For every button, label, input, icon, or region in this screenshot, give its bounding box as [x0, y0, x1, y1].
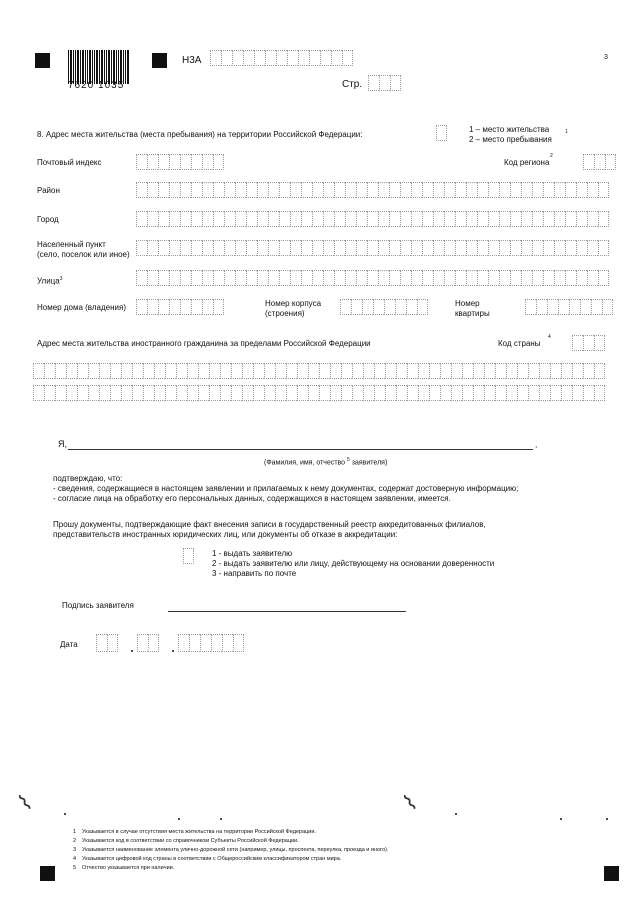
city-cells[interactable] [136, 211, 609, 227]
foreign-address-row1[interactable] [33, 363, 605, 379]
apartment-cells[interactable] [525, 299, 613, 315]
apartment-label-line1: Номер [455, 299, 480, 308]
footnote-2-number: 2 [73, 838, 77, 844]
house-label: Номер дома (владения) [37, 303, 126, 312]
footnote-1-text: Указывается в случае отсутствия места жительства на территории Российской Федерации. [82, 829, 316, 835]
city-label: Город [37, 215, 59, 224]
footnote-4-number: 4 [73, 856, 77, 862]
country-footnote: 4 [548, 334, 551, 340]
region-code-label: Код региона [504, 158, 550, 167]
footnote-5-number: 5 [73, 865, 77, 871]
fold-tick-2 [178, 818, 180, 820]
footnote-1-number: 1 [73, 829, 77, 835]
page-cells[interactable] [368, 75, 401, 91]
option-residence: 1 – место жительства [469, 125, 550, 134]
footnote-5 [73, 865, 174, 872]
barcode-image [68, 50, 130, 84]
section8-title: 8. Адрес места жительства (места пребывания) на территории Российской Федерации: [37, 130, 363, 139]
date-label: Дата [60, 640, 78, 649]
building-cells[interactable] [340, 299, 428, 315]
footnote-3-number: 3 [73, 847, 77, 853]
footnote-3-text: Указывается наименование элемента улично-дорожной сети (например, улицы, проспекта, переулка, проезда и иного). [82, 847, 389, 853]
corner-marker-bottom-left [40, 866, 55, 881]
declarant-name-line[interactable] [68, 449, 533, 450]
delivery-choice-2: 2 - выдать заявителю или лицу, действующему на основании доверенности [212, 559, 495, 568]
date-day-cells[interactable] [96, 634, 118, 652]
caption-text: (Фамилия, имя, отчество [264, 459, 346, 467]
str-label: Стр. [342, 79, 363, 90]
district-label: Район [37, 186, 60, 195]
option-footnote: 1 [565, 129, 568, 135]
country-code-label: Код страны [498, 339, 541, 348]
declarant-i-label: Я, [58, 439, 67, 449]
corner-marker-bottom-right [604, 866, 619, 881]
foreign-address-title: Адрес места жительства иностранного гражданина за пределами Российской Федерации [37, 339, 371, 348]
page-number: 3 [604, 54, 608, 61]
delivery-choice-1: 1 - выдать заявителю [212, 549, 293, 558]
region-code-cells[interactable] [583, 154, 616, 170]
date-separator-1 [131, 650, 133, 652]
confirm-text: подтверждаю, что: [53, 474, 123, 483]
declarant-caption [264, 456, 387, 467]
footnote-2 [73, 838, 299, 845]
fold-tick-3 [220, 818, 222, 820]
footnote-5-text: Отчество указывается при наличии. [82, 865, 175, 871]
apartment-label-line2: квартиры [455, 309, 490, 318]
fold-mark-left: ⌇ [13, 789, 37, 816]
h3a-label: Н3А [182, 55, 202, 66]
signature-label: Подпись заявителя [62, 601, 134, 610]
region-footnote: 2 [550, 153, 553, 159]
declarant-comma: , [535, 440, 538, 449]
postal-index-label: Почтовый индекс [37, 158, 102, 167]
fold-tick-1 [64, 813, 66, 815]
request-text-line1: Прошу документы, подтверждающие факт внесения записи в государственный реестр аккредитованных филиалов, [53, 520, 486, 529]
signature-line[interactable] [168, 611, 406, 612]
barcode-number: 7620 1035 [68, 80, 125, 91]
caption-footnote: 5 [347, 457, 350, 463]
fold-tick-4 [455, 813, 457, 815]
request-text-line2: представительств иностранных юридических лиц, или документы об отказе в аккредитации: [53, 530, 398, 539]
residence-type-cell[interactable] [436, 125, 447, 141]
corner-marker-top-left [35, 53, 50, 68]
building-label-line1: Номер корпуса [265, 299, 322, 308]
corner-marker-top-mid [152, 53, 167, 68]
delivery-method-cell[interactable] [183, 548, 194, 564]
postal-index-cells[interactable] [136, 154, 224, 170]
settlement-cells[interactable] [136, 240, 609, 256]
street-footnote: 3 [59, 276, 63, 282]
district-cells[interactable] [136, 182, 609, 198]
caption-end: заявителя) [351, 459, 388, 467]
delivery-choice-3: 3 - направить по почте [212, 569, 297, 578]
date-year-cells[interactable] [178, 634, 244, 652]
h3a-cells[interactable] [210, 50, 353, 66]
footnote-4 [73, 856, 341, 863]
fold-tick-5 [560, 818, 562, 820]
footnote-4-text: Указывается цифровой код страны в соответствии с Общероссийским классификатором стран мира. [82, 856, 342, 862]
settlement-label-line1: Населенный пункт [37, 240, 106, 249]
building-label-line2: (строения) [265, 309, 305, 318]
footnote-3 [73, 847, 388, 854]
street-text: Улица [37, 276, 60, 286]
footnote-1 [73, 829, 316, 836]
date-month-cells[interactable] [137, 634, 159, 652]
country-code-cells[interactable] [572, 335, 605, 351]
street-cells[interactable] [136, 270, 609, 286]
foreign-address-row2[interactable] [33, 385, 605, 401]
confirm-bullet-2: - согласие лица на обработку его персональных данных, содержащихся в настоящем заявлении, имеется. [53, 494, 451, 503]
date-separator-2 [172, 650, 174, 652]
fold-mark-right: ⌇ [398, 789, 422, 816]
fold-tick-6 [606, 818, 608, 820]
house-cells[interactable] [136, 299, 224, 315]
footnote-2-text: Указывается код в соответствии со справочником Субъекты Российской Федерации. [82, 838, 299, 844]
street-label [37, 274, 63, 287]
settlement-label-line2: (село, поселок или иное) [37, 250, 130, 259]
confirm-bullet-1: - сведения, содержащиеся в настоящем заявлении и прилагаемых к нему документах, содержат достоверную информацию; [53, 484, 519, 493]
option-stay: 2 – место пребывания [469, 135, 552, 144]
